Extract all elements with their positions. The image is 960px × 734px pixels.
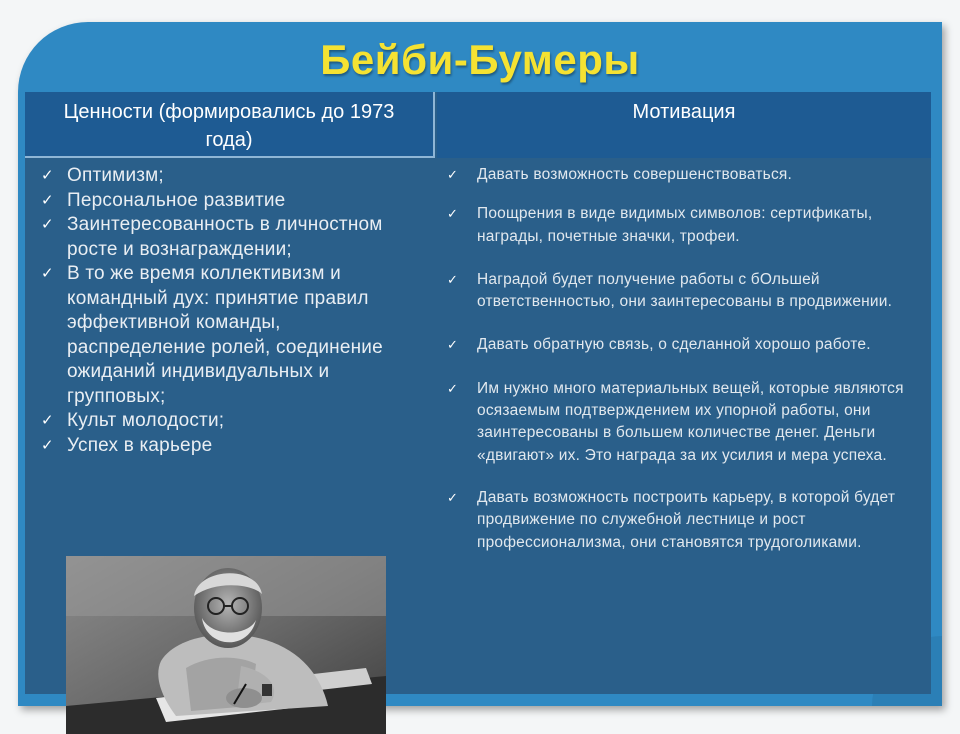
check-icon: ✓ [41, 412, 54, 429]
list-item [447, 378, 923, 467]
check-icon: ✓ [41, 216, 54, 233]
values-header: Ценности (формировались до 1973 года) [25, 92, 435, 158]
motivation-header: Мотивация [437, 92, 931, 158]
check-icon: ✓ [41, 167, 54, 184]
list-item [447, 487, 923, 554]
list-item [41, 409, 423, 434]
values-list [25, 158, 435, 458]
writer-photo [66, 556, 386, 734]
list-item [447, 269, 923, 314]
list-item [41, 164, 423, 189]
list-item [447, 203, 923, 248]
value-text: В то же время коллективизм и командный дух: принятие правил эффективной команды, распределение ролей, соединение ожиданий индивидуальных и групповых; [67, 263, 383, 407]
list-item [41, 262, 423, 409]
motivation-column [437, 158, 931, 694]
value-text: Заинтересованность в личностном росте и вознаграждении; [67, 214, 383, 260]
check-icon: ✓ [447, 380, 459, 396]
value-text: Успех в карьере [67, 434, 213, 456]
motivation-text: Давать возможность построить карьеру, в которой будет продвижение по служебной лестнице и рост профессионализма, они становятся трудоголиками. [477, 488, 896, 551]
check-icon: ✓ [447, 167, 459, 182]
check-icon: ✓ [41, 436, 54, 454]
check-icon: ✓ [447, 489, 459, 505]
list-item [41, 434, 423, 459]
check-icon: ✓ [41, 191, 54, 209]
content-table [25, 92, 931, 694]
values-column [25, 158, 435, 694]
motivation-text: Наградой будет получение работы с бОльшей ответственностью, они заинтересованы в продвижении. [477, 270, 893, 311]
check-icon: ✓ [447, 337, 459, 353]
slide-title: Бейби-Бумеры [320, 36, 640, 83]
value-text: Оптимизм; [67, 165, 164, 186]
photo-icon [66, 556, 386, 734]
motivation-text: Им нужно много материальных вещей, которые являются осязаемым подтверждением их упорной работы, они заинтересованы в большем количестве денег. Деньги «двигают» их. Это награда за их усилия и мера успеха. [477, 379, 904, 464]
motivation-text: Поощрения в виде видимых символов: сертификаты, награды, почетные значки, трофеи. [477, 205, 873, 245]
motivation-text: Давать обратную связь, о сделанной хорошо работе. [477, 336, 871, 354]
list-item [447, 164, 923, 186]
check-icon: ✓ [447, 206, 459, 222]
check-icon: ✓ [41, 265, 54, 282]
list-item [447, 334, 923, 356]
value-text: Персональное развитие [67, 189, 286, 211]
value-text: Культ молодости; [67, 410, 225, 431]
list-item [41, 189, 423, 214]
list-item [41, 213, 423, 262]
motivation-text: Давать возможность совершенствоваться. [477, 166, 792, 183]
check-icon: ✓ [447, 271, 459, 287]
motivation-list [437, 158, 931, 554]
